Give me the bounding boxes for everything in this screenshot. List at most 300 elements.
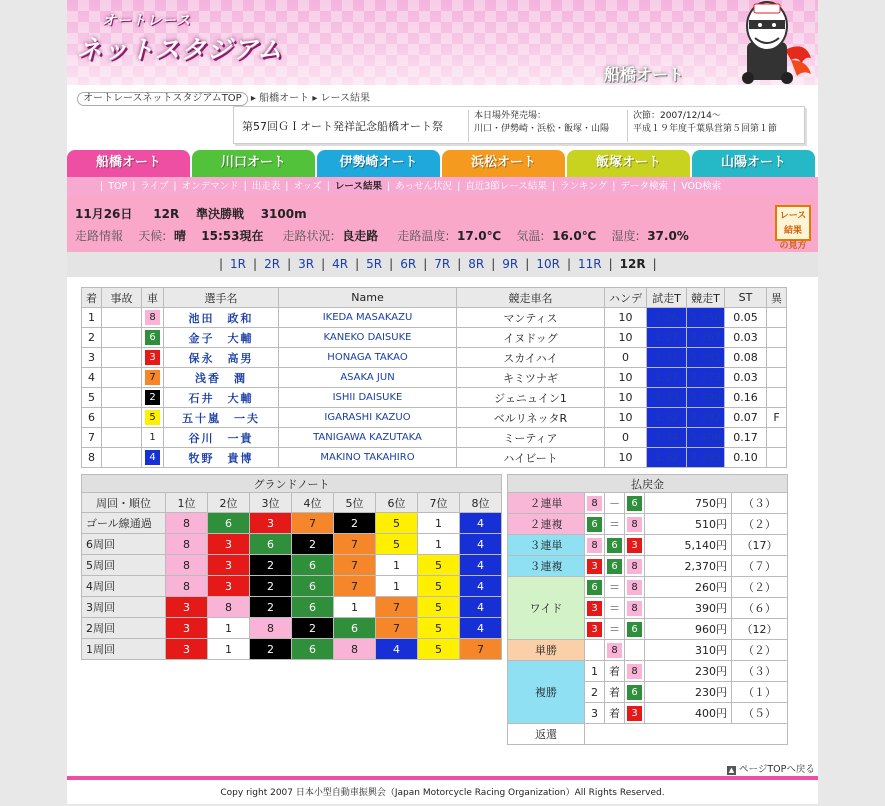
car-badge: 6 (587, 517, 602, 532)
car-number (142, 348, 164, 368)
trial-time: 3.33 (647, 388, 687, 408)
how-to-read-line1: レース結果 (779, 211, 807, 236)
race-link[interactable]: 4R (332, 257, 349, 271)
car-badge: 6 (627, 685, 642, 700)
payout-amount: 230円 (645, 682, 732, 703)
popularity: （５） (732, 703, 788, 724)
subnav-item[interactable]: あっせん状況 (395, 181, 453, 192)
nav-separator: | (132, 181, 136, 192)
lap-position: 7 (334, 555, 376, 576)
car-badge: 6 (607, 559, 622, 574)
grand-note-header-cell: 4位 (292, 493, 334, 513)
nav-separator: | (243, 181, 247, 192)
separator: － (605, 493, 625, 514)
car-badge: 6 (607, 538, 622, 553)
results-body (82, 308, 787, 468)
machine-name: ジェニュイン1 (457, 388, 605, 408)
humidity-label: 湿度: (611, 229, 640, 243)
payout-kind: ３連単 (508, 535, 585, 556)
race-link[interactable]: 7R (434, 257, 451, 271)
car-number (142, 428, 164, 448)
weather-value: 晴 (173, 229, 186, 243)
grand-note-header-cell: 1位 (166, 493, 208, 513)
machine-name: イヌドッグ (457, 328, 605, 348)
breadcrumb-sep: ▸ (312, 93, 318, 104)
separator: ＝ (605, 619, 625, 640)
rider-name-en[interactable]: HONAGA TAKAO (279, 348, 457, 368)
car-badge: 8 (627, 517, 642, 532)
race-link[interactable]: 9R (502, 257, 519, 271)
grand-note-body (82, 513, 502, 660)
car-badge: 3 (587, 559, 602, 574)
start-timing: 0.03 (725, 328, 767, 348)
separator: ＝ (605, 577, 625, 598)
handicap: 10 (605, 448, 647, 468)
rider-name[interactable]: 石井 大輔 (164, 388, 279, 408)
lap-position: 7 (460, 639, 502, 660)
track-state-value: 良走路 (342, 229, 379, 243)
arrow-up-icon: ▲ (728, 766, 735, 774)
race-link[interactable]: 12R (619, 257, 646, 271)
nav-separator: | (423, 257, 428, 271)
observation-time: 15:53現在 (201, 229, 264, 243)
lap-position: 6 (208, 513, 250, 534)
race-time: 3.392 (687, 408, 725, 428)
results-row (82, 448, 787, 468)
payout-table (507, 474, 788, 745)
results-row (82, 368, 787, 388)
payout-amount: 2,370円 (645, 556, 732, 577)
lap-position: 4 (460, 555, 502, 576)
results-header-row (82, 288, 787, 308)
nav-separator: | (386, 181, 391, 192)
results-header: 競走車名 (457, 288, 605, 308)
subnav-item[interactable]: データ検索 (620, 181, 668, 192)
rider-name-en[interactable]: IGARASHI KAZUO (279, 408, 457, 428)
tab-track[interactable]: 浜松オート (442, 150, 565, 177)
results-header: 選手名 (164, 288, 279, 308)
payout-amount: 260円 (645, 577, 732, 598)
lap-position: 4 (460, 576, 502, 597)
tab-track[interactable]: 伊勢崎オート (317, 150, 440, 177)
breadcrumb-current: レース結果 (320, 93, 371, 104)
copyright: Copy right 2007 日本小型自動車振興会（Japan Motorcycle Racing Organization）All Rights Reserved. (220, 788, 665, 798)
lap-position: 5 (376, 534, 418, 555)
car-badge: 6 (627, 622, 642, 637)
subnav-item[interactable]: 出走表 (251, 181, 281, 192)
payout-amount: 750円 (645, 493, 732, 514)
payout-title: 払戻金 (508, 475, 788, 493)
lap-label: ゴール線通過 (82, 513, 166, 534)
popularity: （３） (732, 493, 788, 514)
start-timing: 0.17 (725, 428, 767, 448)
track-state-label: 走路状況: (282, 229, 335, 243)
car-badge: 8 (607, 643, 622, 658)
rider-name-en[interactable]: ISHII DAISUKE (279, 388, 457, 408)
subnav-item[interactable]: オッズ (293, 181, 322, 192)
payout-row-win (508, 640, 788, 661)
lap-position: 3 (208, 534, 250, 555)
place-position: 1 (585, 661, 605, 682)
lap-position: 6 (292, 639, 334, 660)
lap-position: 3 (208, 555, 250, 576)
lap-position: 3 (166, 597, 208, 618)
car-number (142, 328, 164, 348)
lap-position: 3 (208, 576, 250, 597)
next-meeting (627, 110, 802, 142)
lap-position: 5 (418, 618, 460, 639)
handicap: 10 (605, 408, 647, 428)
nav-separator: | (491, 257, 496, 271)
car-badge: 6 (587, 580, 602, 595)
popularity: （７） (732, 556, 788, 577)
results-row (82, 388, 787, 408)
place-position: 2 (585, 682, 605, 703)
race-link[interactable]: 3R (298, 257, 315, 271)
air-temp-label: 気温: (516, 229, 545, 243)
popularity: （１） (732, 682, 788, 703)
rider-name-en[interactable]: KANEKO DAISUKE (279, 328, 457, 348)
finish-position: 8 (82, 448, 102, 468)
place-unit: 着 (605, 682, 625, 703)
nav-separator: | (457, 181, 461, 192)
lap-position: 1 (208, 639, 250, 660)
tab-track[interactable]: 川口オート (192, 150, 315, 177)
payout-kind: 返還 (508, 724, 585, 745)
rider-name[interactable]: 谷川 一貴 (164, 428, 279, 448)
grand-note-header-cell: 周回・順位 (82, 493, 166, 513)
rider-name[interactable]: 池田 政和 (164, 308, 279, 328)
track-tabs (67, 150, 818, 177)
race-distance: 3100m (260, 207, 307, 221)
payout-row-place (508, 661, 788, 682)
abnormality (767, 388, 787, 408)
car-number (142, 408, 164, 428)
nav-separator: | (285, 181, 289, 192)
car-badge: 3 (627, 538, 642, 553)
results-header: 事故 (102, 288, 142, 308)
race-number-nav (67, 252, 818, 277)
race-link[interactable]: 10R (536, 257, 560, 271)
lap-position: 3 (250, 513, 292, 534)
lap-label: 2周回 (82, 618, 166, 639)
nav-separator: | (321, 257, 326, 271)
rider-name[interactable]: 浅香 潤 (164, 368, 279, 388)
lap-position: 1 (334, 597, 376, 618)
car-badge: 3 (145, 350, 160, 365)
payout-row-exacta (508, 493, 788, 514)
car-badge: 3 (627, 706, 642, 721)
lap-label: 5周回 (82, 555, 166, 576)
finish-position: 2 (82, 328, 102, 348)
accident (102, 308, 142, 328)
trial-time: 3.27 (647, 368, 687, 388)
results-header: 競走T (687, 288, 725, 308)
race-link[interactable]: 11R (577, 257, 602, 271)
accident (102, 448, 142, 468)
lap-position: 4 (376, 639, 418, 660)
breadcrumb-home-link[interactable]: オートレースネットスタジアムTOP (77, 92, 248, 106)
next-meeting-date: 次節：2007/12/14〜 (633, 111, 721, 121)
finish-position: 4 (82, 368, 102, 388)
lap-position: 2 (334, 513, 376, 534)
car-badge: 6 (145, 330, 160, 345)
nav-separator: | (608, 257, 613, 271)
payout-kind: ２連単 (508, 493, 585, 514)
abnormality (767, 448, 787, 468)
trial-time: 3.26 (647, 308, 687, 328)
grand-note-header-cell: 5位 (334, 493, 376, 513)
lap-label: 3周回 (82, 597, 166, 618)
tab-track[interactable]: 山陽オート (692, 150, 815, 177)
start-timing: 0.10 (725, 448, 767, 468)
grand-note-row (82, 555, 502, 576)
abnormality: F (767, 408, 787, 428)
offsite-list: 川口・伊勢崎・浜松・飯塚・山陽 (474, 124, 610, 134)
tab-track[interactable]: 船橋オート (67, 150, 190, 177)
nav-separator: | (100, 181, 104, 192)
tab-track[interactable]: 飯塚オート (567, 150, 690, 177)
payout-kind: ２連複 (508, 514, 585, 535)
grand-note-header-cell: 8位 (460, 493, 502, 513)
car-number (142, 368, 164, 388)
trial-time: 3.27 (647, 328, 687, 348)
race-time: 3.381 (687, 348, 725, 368)
place-position: 3 (585, 703, 605, 724)
lap-position: 8 (334, 639, 376, 660)
trial-time: 3.32 (647, 408, 687, 428)
finish-position: 5 (82, 388, 102, 408)
grand-note-header-cell: 6位 (376, 493, 418, 513)
rider-name[interactable]: 五十嵐 一夫 (164, 408, 279, 428)
race-number: 12R (153, 207, 180, 221)
rider-name-en[interactable]: TANIGAWA KAZUTAKA (279, 428, 457, 448)
race-date: 11月26日 (75, 207, 133, 221)
race-name: 準決勝戦 (195, 207, 244, 221)
subnav-item[interactable]: VOD検索 (681, 181, 722, 192)
results-table (81, 287, 787, 468)
lap-position: 4 (460, 534, 502, 555)
subnav-item[interactable]: TOP (108, 181, 128, 192)
car-badge: 8 (627, 559, 642, 574)
rider-name-en[interactable]: MAKINO TAKAHIRO (279, 448, 457, 468)
place-unit: 着 (605, 703, 625, 724)
payout-row-quinella (508, 514, 788, 535)
results-header: ST (725, 288, 767, 308)
nav-separator: | (326, 181, 330, 192)
how-to-read-line2: の見方 (779, 241, 807, 251)
results-row (82, 328, 787, 348)
race-time: 3.395 (687, 448, 725, 468)
payout-row-trio (508, 556, 788, 577)
accident (102, 388, 142, 408)
rider-name[interactable]: 保永 高男 (164, 348, 279, 368)
header-banner (67, 0, 818, 85)
start-timing: 0.03 (725, 368, 767, 388)
lap-position: 7 (334, 576, 376, 597)
machine-name: スカイハイ (457, 348, 605, 368)
nav-separator: | (253, 257, 258, 271)
lap-position: 7 (376, 597, 418, 618)
rider-name[interactable]: 牧野 貴博 (164, 448, 279, 468)
grand-note-row (82, 639, 502, 660)
handicap: 10 (605, 388, 647, 408)
lap-position: 3 (166, 618, 208, 639)
subnav-item[interactable]: 直近3節レース結果 (465, 181, 547, 192)
separator: ＝ (605, 514, 625, 535)
payout-row-trifecta (508, 535, 788, 556)
site-logo-top[interactable]: オートレース (102, 13, 192, 29)
rider-name-en[interactable]: IKEDA MASAKAZU (279, 308, 457, 328)
lap-position: 8 (166, 576, 208, 597)
subnav-item[interactable]: ランキング (560, 181, 608, 192)
payout-amount: 960円 (645, 619, 732, 640)
lap-position: 5 (418, 639, 460, 660)
grand-note-title: グランドノート (82, 475, 502, 493)
nav-separator: | (355, 257, 360, 271)
subnav-item[interactable]: ライブ (140, 181, 169, 192)
popularity: （２） (732, 640, 788, 661)
race-time: 3.367 (687, 328, 725, 348)
nav-separator: | (287, 257, 292, 271)
car-badge: 8 (627, 601, 642, 616)
results-header: 車 (142, 288, 164, 308)
race-link[interactable]: 2R (264, 257, 281, 271)
breadcrumb-venue-link[interactable]: 船橋オート (259, 93, 310, 104)
payout-amount: 5,140円 (645, 535, 732, 556)
how-to-read-button[interactable] (775, 205, 811, 251)
car-number (142, 308, 164, 328)
page-top-label: ページTOPへ戻る (739, 764, 815, 775)
car-number (142, 448, 164, 468)
accident (102, 368, 142, 388)
car-badge: 7 (145, 370, 160, 385)
car-badge: 1 (145, 430, 160, 445)
accident (102, 328, 142, 348)
next-meeting-name: 平成１９年度千葉県営第５回第１節 (633, 124, 778, 134)
lap-position: 8 (250, 618, 292, 639)
handicap: 10 (605, 368, 647, 388)
separator: ＝ (605, 598, 625, 619)
lap-position: 8 (166, 513, 208, 534)
results-row (82, 348, 787, 368)
payout-amount: 510円 (645, 514, 732, 535)
nav-separator: | (457, 257, 462, 271)
lap-label: 4周回 (82, 576, 166, 597)
car-badge: 8 (627, 664, 642, 679)
payout-amount: 230円 (645, 661, 732, 682)
grand-note-row (82, 576, 502, 597)
rider-name-en[interactable]: ASAKA JUN (279, 368, 457, 388)
lap-position: 7 (334, 534, 376, 555)
nav-separator: | (566, 257, 571, 271)
nav-separator: | (551, 181, 556, 192)
lap-position: 2 (250, 639, 292, 660)
car-badge: 4 (145, 450, 160, 465)
results-header: 異 (767, 288, 787, 308)
accident (102, 408, 142, 428)
lap-position: 8 (166, 534, 208, 555)
machine-name: キミツナギ (457, 368, 605, 388)
lap-position: 4 (460, 618, 502, 639)
car-badge: 5 (145, 410, 160, 425)
finish-position: 6 (82, 408, 102, 428)
nav-separator: | (389, 257, 394, 271)
abnormality (767, 368, 787, 388)
lap-position: 2 (292, 534, 334, 555)
event-title: 第57回ＧＩオート発祥記念船橋オート祭 (242, 120, 443, 133)
results-header: 試走T (647, 288, 687, 308)
popularity: （２） (732, 514, 788, 535)
nav-separator: | (173, 181, 177, 192)
grand-note-header (82, 493, 502, 513)
lap-position: 4 (460, 597, 502, 618)
machine-name: マンティス (457, 308, 605, 328)
results-header: Name (279, 288, 457, 308)
race-link[interactable]: 1R (230, 257, 247, 271)
car-badge: 8 (587, 496, 602, 511)
site-logo[interactable]: ネットスタジアム (77, 35, 284, 64)
air-temp-value: 16.0℃ (552, 229, 597, 243)
popularity: （３） (732, 661, 788, 682)
results-row (82, 428, 787, 448)
grand-note-header-cell: 2位 (208, 493, 250, 513)
accident (102, 348, 142, 368)
lap-position: 7 (376, 618, 418, 639)
grand-note-row (82, 534, 502, 555)
results-row (82, 308, 787, 328)
car-badge: 2 (145, 390, 160, 405)
handicap: 0 (605, 348, 647, 368)
popularity: （６） (732, 598, 788, 619)
grand-note-header-cell: 7位 (418, 493, 460, 513)
race-link[interactable]: 8R (468, 257, 485, 271)
mascot-icon (727, 0, 815, 85)
lap-position: 5 (418, 555, 460, 576)
lap-position: 8 (208, 597, 250, 618)
abnormality (767, 428, 787, 448)
breadcrumb-sep: ▸ (250, 93, 256, 104)
track-temp-label: 走路温度: (397, 229, 450, 243)
lap-position: 5 (418, 576, 460, 597)
page-top-link[interactable] (727, 761, 815, 775)
trial-time: 3.32 (647, 448, 687, 468)
start-timing: 0.08 (725, 348, 767, 368)
lap-position: 6 (292, 576, 334, 597)
accident (102, 428, 142, 448)
subnav-item[interactable]: オンデマンド (181, 181, 239, 192)
race-link[interactable]: 6R (400, 257, 417, 271)
race-link[interactable]: 5R (366, 257, 383, 271)
page (67, 0, 818, 804)
rider-name[interactable]: 金子 大輔 (164, 328, 279, 348)
results-header: 着 (82, 288, 102, 308)
handicap: 10 (605, 328, 647, 348)
start-timing: 0.05 (725, 308, 767, 328)
popularity: （17） (732, 535, 788, 556)
breadcrumb (77, 89, 370, 106)
lap-position: 6 (250, 534, 292, 555)
finish-position: 3 (82, 348, 102, 368)
track-info-label: 走路情報 (75, 229, 124, 243)
payout-kind: ワイド (508, 577, 585, 640)
lap-position: 1 (376, 555, 418, 576)
car-badge: 6 (627, 496, 642, 511)
subnav-item[interactable]: レース結果 (334, 181, 382, 192)
car-badge: 3 (587, 622, 602, 637)
payout-kind: 複勝 (508, 661, 585, 724)
car-badge: 3 (587, 601, 602, 616)
